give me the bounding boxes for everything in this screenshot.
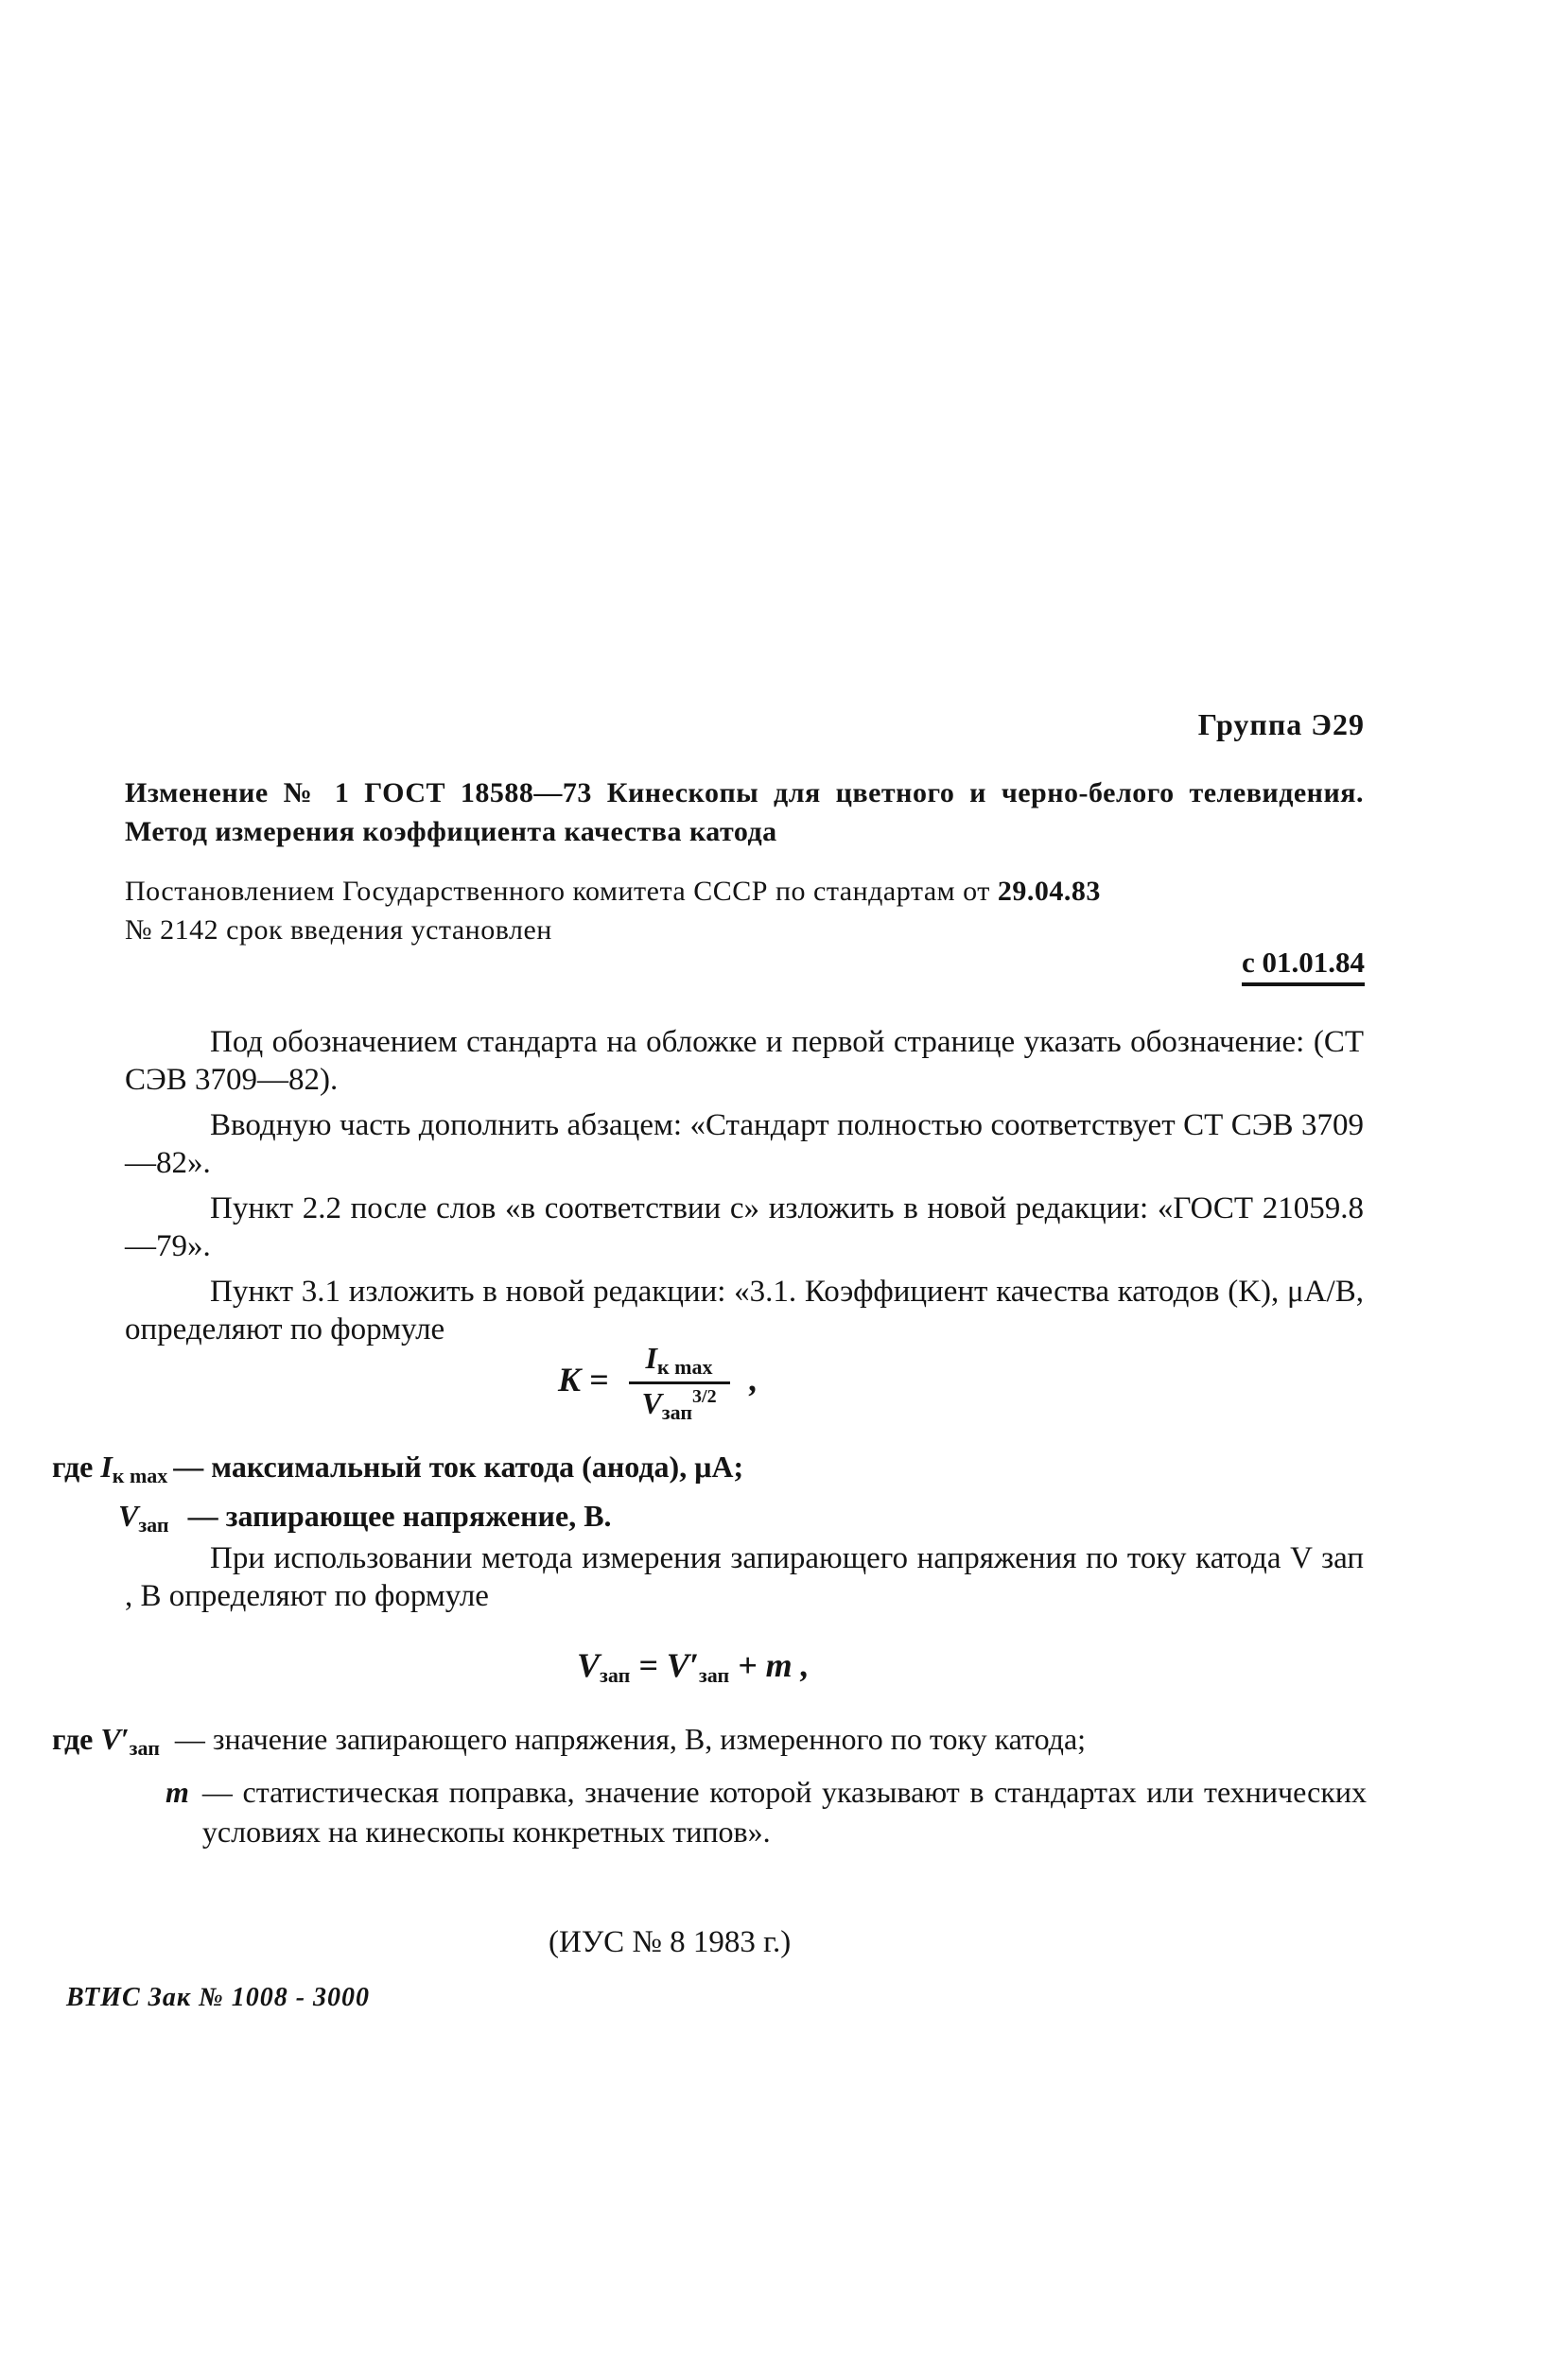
formula-v-eq: = xyxy=(638,1646,658,1684)
formula-k-fraction xyxy=(629,1341,730,1425)
definitions-lead: где xyxy=(52,1450,94,1484)
definition-text: — максимальный ток катода (анода), μA; xyxy=(173,1450,744,1484)
amendment-body xyxy=(125,1023,1364,1348)
effective-date: с 01.01.84 xyxy=(1242,946,1365,986)
definition-term xyxy=(100,1447,167,1496)
definition-term xyxy=(100,1719,160,1768)
term-symbol: I xyxy=(100,1450,113,1484)
formula-k-eq: = xyxy=(589,1360,609,1398)
term-subscript: зап xyxy=(129,1736,160,1760)
formula-v-rhs xyxy=(666,1646,730,1687)
term-symbol: V′ xyxy=(100,1722,130,1756)
paragraph-cutoff-text: При использовании метода измерения запирающего напряжения по току катода V зап , В определяют по формуле xyxy=(125,1541,1364,1613)
formula-k-lhs: K xyxy=(558,1360,582,1398)
definition-row xyxy=(52,1772,1367,1851)
definition-text: — значение запирающего напряжения, В, измеренного по току катода; xyxy=(174,1722,1087,1756)
term-symbol: m xyxy=(166,1775,189,1809)
term-subscript: к max xyxy=(112,1464,168,1487)
decree-text-part2: № 2142 срок введения установлен xyxy=(125,914,552,946)
formula-v xyxy=(577,1645,810,1688)
denominator-symbol: V xyxy=(641,1386,662,1420)
definition-text: — статистическая поправка, значение которой указывают в стандартах или технических условиях на кинескопы конкретных типов». xyxy=(201,1775,1367,1849)
paragraph-2-2: Пункт 2.2 после слов «в соответствии с» изложить в новой редакции: «ГОСТ 21059.8—79». xyxy=(125,1191,1364,1263)
rhs-subscript: зап xyxy=(698,1663,730,1687)
formula-k-numerator xyxy=(629,1341,730,1384)
lhs-subscript: зап xyxy=(600,1663,631,1687)
numerator-subscript: к max xyxy=(656,1355,713,1379)
formula-v-tail: , xyxy=(800,1646,810,1684)
definition-term xyxy=(166,1772,189,1851)
definition-row xyxy=(52,1496,1367,1545)
definition-term xyxy=(118,1496,169,1545)
decree-date: 29.04.83 xyxy=(997,876,1101,907)
amendment-heading: Изменение № 1 ГОСТ 18588—73 Кинескопы для цветного и черно-белого телевидения. Метод измерения коэффициента качества катода xyxy=(125,777,1364,847)
paragraph-intro: Вводную часть дополнить абзацем: «Стандарт полностью соответствует СТ СЭВ 3709—82». xyxy=(125,1108,1364,1180)
paragraph-3-1: Пункт 3.1 изложить в новой редакции: «3.1. Коэффициент качества катодов (K), μA/B, определяют по формуле xyxy=(125,1275,1364,1346)
paragraph-designation: Под обозначением стандарта на обложке и первой странице указать обозначение: (СТ СЭВ 3709—82). xyxy=(125,1025,1364,1097)
formula-v-plus: + xyxy=(738,1646,758,1684)
numerator-symbol: I xyxy=(645,1341,657,1375)
formula-k-denominator xyxy=(629,1384,730,1425)
denominator-exponent: 3/2 xyxy=(692,1386,717,1407)
formula-v-m: m xyxy=(765,1646,793,1684)
lhs-symbol: V xyxy=(577,1646,601,1684)
decree-text-part1: Постановлением Государственного комитета СССР по стандартам от xyxy=(125,876,990,907)
formula-v-lhs xyxy=(577,1646,631,1687)
formula-k xyxy=(558,1341,758,1425)
term-symbol: V xyxy=(118,1499,139,1533)
definition-row xyxy=(52,1719,1367,1768)
term-subscript: зап xyxy=(138,1513,169,1537)
definitions-lead: где xyxy=(52,1722,94,1756)
formula-k-tail: , xyxy=(749,1360,758,1398)
definitions-1 xyxy=(52,1447,1367,1545)
print-mark: ВТИС Зак № 1008 - 3000 xyxy=(66,1983,371,2012)
paragraph-cutoff-method xyxy=(125,1539,1364,1615)
group-label: Группа Э29 xyxy=(1197,707,1365,741)
source-reference: (ИУС № 8 1983 г.) xyxy=(549,1925,792,1959)
definition-text: — запирающее напряжение, В. xyxy=(187,1499,612,1533)
definition-row xyxy=(52,1447,1367,1496)
rhs-symbol: V′ xyxy=(666,1646,699,1684)
decree-text xyxy=(125,872,1364,949)
definitions-2 xyxy=(52,1719,1367,1851)
denominator-subscript: зап xyxy=(661,1400,693,1424)
